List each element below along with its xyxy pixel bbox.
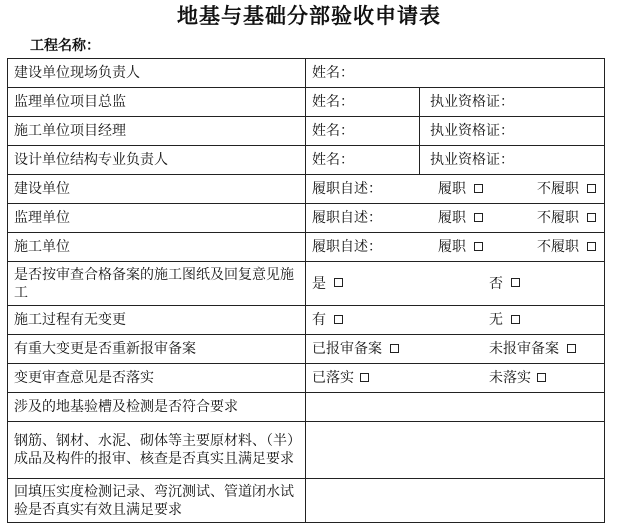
name-label: 姓名： [312,65,354,81]
row-label: 监理单位项目总监 [8,88,306,117]
performed-label: 履职 [438,181,466,197]
table-row [8,146,605,175]
table-row [8,335,605,364]
no-label: 否 [489,275,503,292]
row-label: 变更审查意见是否落实 [8,364,306,393]
table-row [8,262,605,306]
table-row [8,117,605,146]
row-label: 回填压实度检测记录、弯沉测试、管道闭水试验是否真实有效且满足要求 [8,479,306,523]
row-label: 涉及的地基验槽及检测是否符合要求 [8,393,306,422]
page-title: 地基与基础分部验收申请表 [177,3,441,28]
re-reported-label: 已报审备案 [312,341,382,357]
has-change-checkbox[interactable] [334,315,343,324]
table-row [8,364,605,393]
performed-checkbox[interactable] [474,184,483,193]
row-label: 监理单位 [8,204,306,233]
not-implemented-checkbox[interactable] [537,373,546,382]
performed-checkbox[interactable] [474,213,483,222]
answer-cell[interactable] [306,422,605,479]
table-row [8,204,605,233]
row-label: 建设单位现场负责人 [8,59,306,88]
name-label: 姓名： [312,152,354,168]
answer-cell[interactable] [306,479,605,523]
implemented-label: 已落实 [312,370,354,386]
row-label: 施工单位项目经理 [8,117,306,146]
not-performed-label: 不履职 [537,210,579,226]
acceptance-form-table [7,58,605,523]
row-label: 建设单位 [8,175,306,204]
name-field[interactable] [306,59,605,88]
not-performed-checkbox[interactable] [587,213,596,222]
name-field[interactable] [306,146,420,174]
self-report-label: 履职自述： [312,239,382,255]
has-change-label: 有 [312,312,326,328]
table-row [8,59,605,88]
name-label: 姓名： [312,123,354,139]
table-row [8,393,605,422]
not-implemented-label: 未落实 [489,370,531,386]
self-report-label: 履职自述： [312,210,382,226]
cert-field[interactable] [420,117,598,145]
yes-checkbox[interactable] [334,278,343,287]
no-checkbox[interactable] [511,278,520,287]
project-name-label: 工程名称： [30,38,100,54]
self-report-label: 履职自述： [312,181,382,197]
not-performed-label: 不履职 [537,239,579,255]
table-row [8,306,605,335]
not-re-reported-checkbox[interactable] [567,344,576,353]
implemented-checkbox[interactable] [360,373,369,382]
not-performed-checkbox[interactable] [587,242,596,251]
row-label: 施工过程有无变更 [8,306,306,335]
table-row [8,175,605,204]
cert-label: 执业资格证： [430,152,514,168]
re-reported-checkbox[interactable] [390,344,399,353]
cert-label: 执业资格证： [430,123,514,139]
cert-field[interactable] [420,88,598,116]
row-label: 有重大变更是否重新报审备案 [8,335,306,364]
performed-checkbox[interactable] [474,242,483,251]
performed-label: 履职 [438,239,466,255]
cert-field[interactable] [420,146,598,174]
table-row [8,422,605,479]
not-re-reported-label: 未报审备案 [489,341,559,357]
name-field[interactable] [306,117,420,145]
not-performed-checkbox[interactable] [587,184,596,193]
no-change-checkbox[interactable] [511,315,520,324]
row-label: 施工单位 [8,233,306,262]
name-field[interactable] [306,88,420,116]
table-row [8,88,605,117]
yes-label: 是 [312,275,326,292]
no-change-label: 无 [489,312,503,328]
name-label: 姓名： [312,94,354,110]
table-row [8,233,605,262]
row-label: 设计单位结构专业负责人 [8,146,306,175]
not-performed-label: 不履职 [537,181,579,197]
row-label: 钢筋、钢材、水泥、砌体等主要原材料、（半）成品及构件的报审、核查是否真实且满足要求 [8,422,306,479]
table-row [8,479,605,523]
answer-cell[interactable] [306,393,605,422]
performed-label: 履职 [438,210,466,226]
cert-label: 执业资格证： [430,94,514,110]
row-label: 是否按审查合格备案的施工图纸及回复意见施工 [8,262,306,306]
